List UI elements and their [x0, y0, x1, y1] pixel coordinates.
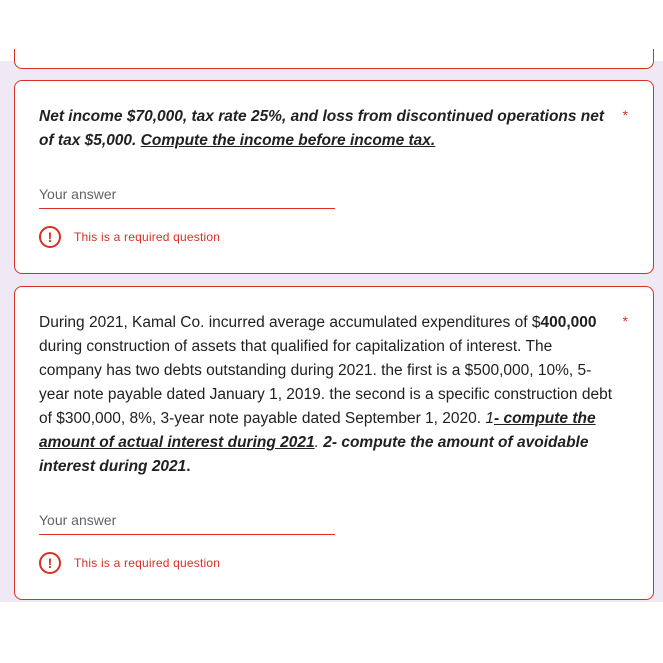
error-message: This is a required question [74, 230, 221, 244]
required-error [39, 552, 220, 574]
answer-placeholder: Your answer [39, 186, 117, 202]
answer-input[interactable] [39, 507, 335, 535]
question-card-2 [14, 286, 654, 600]
exclamation-circle-icon: ! [39, 226, 61, 248]
question-card-1 [14, 80, 654, 274]
required-asterisk: * [622, 313, 628, 329]
question-text [39, 105, 612, 153]
question-text-part: Compute the income before income tax. [140, 132, 436, 149]
question-text-part: . [186, 458, 191, 475]
bottom-margin [0, 602, 663, 663]
question-text-part: 400,000 [540, 314, 597, 331]
question-text-part: - compute the amount of actual interest during 2021 [39, 410, 596, 451]
required-asterisk: * [622, 107, 628, 123]
error-message: This is a required question [74, 556, 221, 570]
question-text [39, 311, 612, 479]
exclamation-circle-icon: ! [39, 552, 61, 574]
answer-placeholder: Your answer [39, 512, 117, 528]
question-text-part: Net income $70,000, tax rate 25%, and loss from discontinued operations net of tax $5,000. [39, 108, 605, 149]
question-text-part: during construction of assets that qualified for capitalization of interest. The company has two debts outstanding during 2021. the first is a $500,000, 10%, 5-year note payable dated January 1, 2019. the second is a specific construction debt of $300,000, 8%, 3-year note payable dated September 1, 2020. [39, 338, 613, 427]
question-text-part: 2- compute the amount of avoidable interest during 2021 [39, 434, 589, 475]
previous-question-card [14, 49, 654, 69]
question-text-part: 1 [485, 410, 494, 427]
required-error [39, 226, 220, 248]
question-text-part: During 2021, Kamal Co. incurred average accumulated expenditures of $ [39, 314, 541, 331]
question-text-part: . [314, 434, 324, 451]
answer-input[interactable] [39, 181, 335, 209]
